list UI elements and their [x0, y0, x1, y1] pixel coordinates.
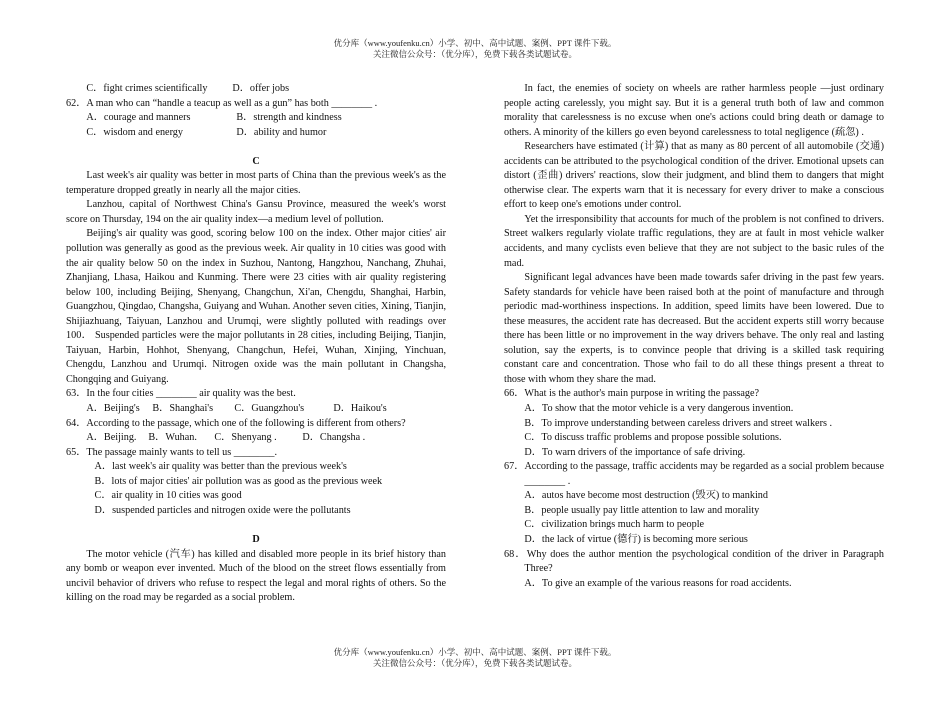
q63-option-b: B．Shanghai's — [152, 403, 214, 415]
q62-stem: 62．A man who can “handle a teacup as well as a gun” has both ________ . — [66, 97, 378, 109]
q67-option-d: D．the lack of virtue (德行) is becoming more serious — [524, 533, 748, 545]
q66-option-b: B．To improve understanding between careless drivers and street walkers . — [524, 417, 833, 429]
q61-option-c: C．fight crimes scientifically — [86, 83, 208, 94]
q65-option-c: C．air quality in 10 cities was good — [94, 490, 242, 502]
q64-option-a: A．Beijing. — [86, 432, 137, 444]
q64-option-d: D．Changsha . — [302, 432, 366, 444]
q63-option-c: C．Guangzhou's — [234, 403, 305, 415]
section-c-heading: C — [252, 155, 260, 167]
q67-stem: 67．According to the passage, traffic accidents may be regarded as a social problem because ________ . — [504, 461, 884, 487]
q65-option-a: A．last week's air quality was better than the previous week's — [94, 461, 347, 473]
q67-option-b: B．people usually pay little attention to law and morality — [524, 504, 760, 516]
q64-option-b: B．Wuhan. — [148, 432, 197, 444]
header-line-1: 优分库（www.youfenku.cn）小学、初中、高中试题、案例、PPT 课件下载。 — [333, 38, 617, 48]
q62-option-c: C．wisdom and energy — [86, 126, 183, 138]
q67-option-c: C．civilization brings much harm to people — [524, 519, 705, 531]
q66-option-d: D．To warn drivers of the importance of safe driving. — [524, 446, 746, 458]
footer-line-1: 优分库（www.youfenku.cn）小学、初中、高中试题、案例、PPT 课件下载。 — [333, 647, 617, 657]
passage-c-paragraph-1: Last week's air quality was better in most parts of China than the previous week's as the temperature dropped greatly in nearly all the major cities. — [66, 170, 446, 196]
q65-option-b: B．lots of major cities' air pollution was as good as the previous week — [94, 475, 383, 487]
passage-c-paragraph-3: Beijing's air quality was good, scoring below 100 on the index. Other major cities' air pollution was generally as good as the previous week. Air quality in 10 cities was good with the air quality below 50 on the index in Suzhou, Nantong, Hangzhou, Nanchang, Zhuhai, Zhanjiang, Lhasa, Haikou and Kunming. There were 23 cities with air quality registering below 100, including Beijing, Shenyang, Changchun, Xi'an, Chengdu, Shanghai, Harbin, Guangzhou, Qingdao, Changsha, Guiyang and Wuhan. Another seven cities, Xining, Tianjin, Shijiazhuang, Taiyuan, Lanzhou and Urumqi, were slightly polluted with readings over 100． Suspended particles were the major pollutants in 28 cities, including Beijing, Tianjin, Taiyuan, Harbin, Hohhot, Shenyang, Changchun, Hefei, Wuhan, Xinjing, Yinchuan, Chengdu, Lanzhou and Urumqi. Nitrogen oxide was the main pollutant in Changsha, Chongqing and Guiyang. — [66, 228, 446, 385]
passage-c-paragraph-2: Lanzhou, capital of Northwest China's Gansu Province, measured the week's worst score on Thursday, 194 on the air quality index—a medium level of pollution. — [66, 199, 446, 225]
footer-line-2: 关注微信公众号：（优分库），免费下载各类试题试卷。 — [372, 658, 577, 668]
q61-options — [66, 82, 446, 97]
q63-stem: 63．In the four cities ________ air quality was the best. — [66, 388, 296, 400]
q62-options-row1 — [66, 111, 446, 126]
q64-option-c: C．Shenyang . — [214, 432, 277, 444]
left-column — [66, 82, 446, 606]
q63-option-a: A．Beijing's — [86, 403, 140, 415]
section-d-heading: D — [252, 533, 260, 545]
page-header — [0, 38, 950, 60]
q65-option-d: D．suspended particles and nitrogen oxide were the pollutants — [94, 504, 351, 516]
passage-d-paragraph-4: Yet the irresponsibility that accounts for much of the problem is not confined to drivers. Street walkers regularly violate traffic regulations, they are at fault in most vehicle walker accidents, and many cyclists even believe that they are not subject to the basic rules of the mad. — [504, 213, 884, 269]
q62-options-row2 — [66, 126, 446, 141]
q65-stem: 65．The passage mainly wants to tell us ________. — [66, 446, 278, 458]
header-line-2: 关注微信公众号：（优分库），免费下载各类试题试卷。 — [372, 49, 577, 59]
passage-d-paragraph-5: Significant legal advances have been made towards safer driving in the past few years. Safety standards for vehicle have been raised both at the point of manufacture and through periodic mad-worthiness inspections. In addition, speed limits have been lowered. Due to these measures, the accident rate has decreased. But the accident experts still worry because there has been little or no improvement in the way drivers behave. The only real and lasting solution, say the experts, is to convince people that driving is a skilled task requiring constant care and concentration. Those who fail to do all these things present a threat to those with whom they share the mad. — [504, 272, 884, 385]
q64-stem: 64．According to the passage, which one of the following is different from others? — [66, 417, 406, 429]
q68-option-a: A．To give an example of the various reasons for road accidents. — [524, 577, 792, 589]
q64-options — [66, 431, 446, 446]
q67-option-a: A．autos have become most destruction (毁灭) to mankind — [524, 490, 768, 502]
q62-option-b: B．strength and kindness — [236, 112, 342, 124]
q62-option-d: D．ability and humor — [236, 126, 327, 138]
passage-d-paragraph-2: In fact, the enemies of society on wheels are rather harmless people —just ordinary people acting carelessly, you might say. But it is a general truth both of law and common morality that carelessness is no excuse when one's actions could bring death or damage to others. A minority of the killers go even beyond carelessness to total negligence (疏忽) . — [504, 83, 884, 138]
q62-option-a: A．courage and manners — [86, 112, 191, 124]
passage-d-paragraph-3: Researchers have estimated (计算) that as many as 80 percent of all automobile (交通) accidents can be attributed to the psychological condition of the driver. Emotional upsets can distort (歪曲) drivers' reactions, slow their judgment, and blind them to dangers that might otherwise clear. The experts warn that it is necessary for every driver to make a conscious effort to keep one's emotions under control. — [504, 141, 884, 211]
q66-option-c: C．To discuss traffic problems and propose possible solutions. — [524, 432, 782, 444]
q66-option-a: A．To show that the motor vehicle is a very dangerous invention. — [524, 403, 794, 415]
q63-option-d: D．Haikou's — [333, 403, 387, 415]
passage-d-paragraph-1: The motor vehicle (汽车) has killed and disabled more people in its brief history than any bomb or weapon ever invented. Much of the blood on the street flows essentially from uncivil behavior of drivers who refuse to respect the legal and moral rights of others. So the killing on the road may be regarded as a social problem. — [66, 548, 446, 604]
q68-stem: 68．Why does the author mention the psychological condition of the driver in Paragraph Three? — [504, 548, 884, 575]
page-footer — [0, 647, 950, 669]
q63-options — [66, 402, 446, 417]
right-column — [504, 82, 884, 591]
q66-stem: 66．What is the author's main purpose in writing the passage? — [504, 388, 760, 400]
q61-option-d: D．offer jobs — [232, 83, 290, 94]
